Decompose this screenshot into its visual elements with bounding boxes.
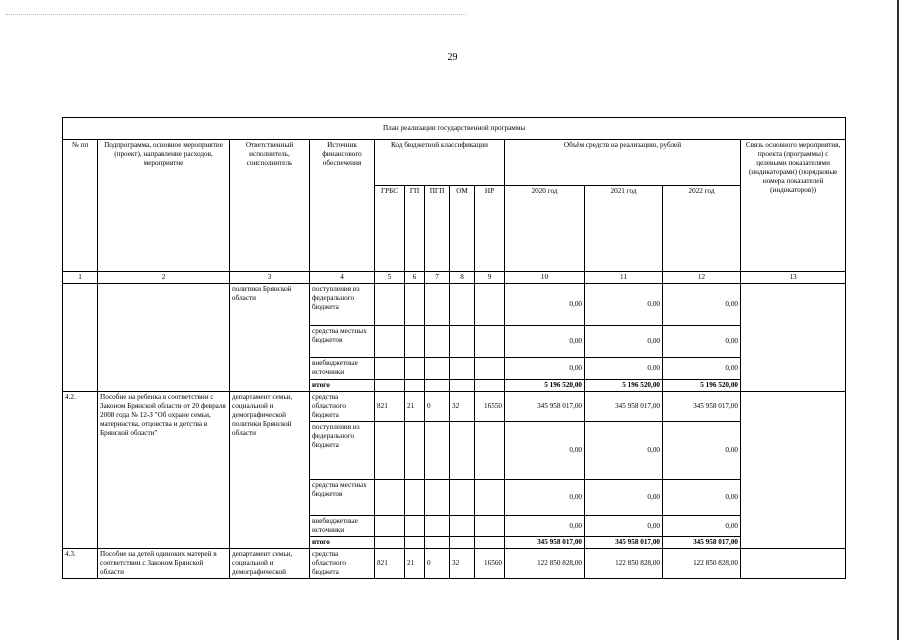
header-gp: ГП: [405, 186, 425, 272]
table-row: [63, 549, 846, 579]
header-om: ОМ: [450, 186, 475, 272]
table-title: План реализации государственной программы: [63, 118, 846, 140]
scan-artifact: [6, 14, 466, 17]
page-number: 29: [447, 52, 458, 63]
header-pgp: ПГП: [425, 186, 450, 272]
header-volume: Объём средств на реализацию, рублей: [505, 140, 741, 186]
value-2022: 0,00: [663, 326, 741, 358]
header-responsible: Ответственный исполнитель, соисполнитель: [230, 140, 310, 272]
col-number: 12: [663, 272, 741, 284]
program-cell: Пособие на ребенка в соответствии с Законом Брянской области от 20 февраля 2008 года № 12-З "Об охране семьи, материнства, отцовства и детства в Брянской области": [98, 392, 230, 549]
total-2020: 345 958 017,00: [505, 537, 585, 549]
header-source: Источник финансового обеспечения: [310, 140, 375, 272]
row-number: 4.2.: [63, 392, 98, 549]
col-number: 4: [310, 272, 375, 284]
source-cell: поступления из федерального бюджета: [310, 422, 375, 480]
total-2022: 5 196 520,00: [663, 380, 741, 392]
header-program: Подпрограмма, основное мероприятие (проект), направление расходов, мероприятие: [98, 140, 230, 272]
value-2020: 122 850 828,00: [505, 549, 585, 579]
responsible-cell: политики Брянской области: [230, 284, 310, 392]
total-2021: 345 958 017,00: [585, 537, 663, 549]
value-2022: 345 958 017,00: [663, 392, 741, 422]
col-number: 2: [98, 272, 230, 284]
source-cell: средства местных бюджетов: [310, 480, 375, 516]
header-2022: 2022 год: [663, 186, 741, 272]
source-cell: средства областного бюджета: [310, 392, 375, 422]
source-cell: внебюджетные источники: [310, 358, 375, 380]
value-2021: 345 958 017,00: [585, 392, 663, 422]
scan-edge: [897, 0, 899, 640]
column-numbers-row: [63, 272, 846, 284]
value-2021: 0,00: [585, 284, 663, 326]
row-number: 4.3.: [63, 549, 98, 579]
total-2021: 5 196 520,00: [585, 380, 663, 392]
value-2022: 0,00: [663, 358, 741, 380]
value-2022: 0,00: [663, 284, 741, 326]
col-number: 11: [585, 272, 663, 284]
program-plan-table: [62, 117, 846, 579]
value-2021: 0,00: [585, 358, 663, 380]
source-cell: поступления из федерального бюджета: [310, 284, 375, 326]
code-np: 16550: [475, 392, 505, 422]
header-link: Связь основного мероприятия, проекта (программы) с целевыми показателями (индикаторами) (порядковые номера показателей (индикаторов)): [741, 140, 846, 272]
code-gp: 21: [405, 549, 425, 579]
total-2022: 345 958 017,00: [663, 537, 741, 549]
source-cell: внебюджетные источники: [310, 516, 375, 537]
code-grbs: 821: [375, 392, 405, 422]
value-2022: 122 850 828,00: [663, 549, 741, 579]
source-cell: средства областного бюджета: [310, 549, 375, 579]
code-om: 32: [450, 392, 475, 422]
header-budget-code: Код бюджетной классификации: [375, 140, 505, 186]
value-2020: 0,00: [505, 326, 585, 358]
source-cell: итого: [310, 537, 375, 549]
col-number: 7: [425, 272, 450, 284]
value-2020: 0,00: [505, 422, 585, 480]
total-2020: 5 196 520,00: [505, 380, 585, 392]
col-number: 3: [230, 272, 310, 284]
col-number: 5: [375, 272, 405, 284]
header-grbs: ГРБС: [375, 186, 405, 272]
value-2020: 0,00: [505, 480, 585, 516]
col-number: 6: [405, 272, 425, 284]
code-np: 16560: [475, 549, 505, 579]
value-2021: 122 850 828,00: [585, 549, 663, 579]
source-cell: средства местных бюджетов: [310, 326, 375, 358]
program-cell: Пособие на детей одиноких матерей в соответствии с Законом Брянской области: [98, 549, 230, 579]
col-number: 1: [63, 272, 98, 284]
value-2022: 0,00: [663, 516, 741, 537]
table-row: [63, 392, 846, 422]
code-pgp: 0: [425, 392, 450, 422]
value-2021: 0,00: [585, 326, 663, 358]
header-2020: 2020 год: [505, 186, 585, 272]
value-2022: 0,00: [663, 480, 741, 516]
value-2020: 0,00: [505, 284, 585, 326]
col-number: 10: [505, 272, 585, 284]
header-2021: 2021 год: [585, 186, 663, 272]
value-2021: 0,00: [585, 516, 663, 537]
code-om: 32: [450, 549, 475, 579]
responsible-cell: департамент семьи, социальной и демографической: [230, 549, 310, 579]
source-cell: итого: [310, 380, 375, 392]
value-2022: 0,00: [663, 422, 741, 480]
value-2020: 345 958 017,00: [505, 392, 585, 422]
table-row: [63, 284, 846, 326]
code-grbs: 821: [375, 549, 405, 579]
value-2021: 0,00: [585, 422, 663, 480]
col-number: 9: [475, 272, 505, 284]
header-num: № пп: [63, 140, 98, 272]
value-2020: 0,00: [505, 358, 585, 380]
col-number: 8: [450, 272, 475, 284]
col-number: 13: [741, 272, 846, 284]
responsible-cell: департамент семьи, социальной и демографической политики Брянской области: [230, 392, 310, 549]
value-2020: 0,00: [505, 516, 585, 537]
code-gp: 21: [405, 392, 425, 422]
header-np: НР: [475, 186, 505, 272]
value-2021: 0,00: [585, 480, 663, 516]
code-pgp: 0: [425, 549, 450, 579]
